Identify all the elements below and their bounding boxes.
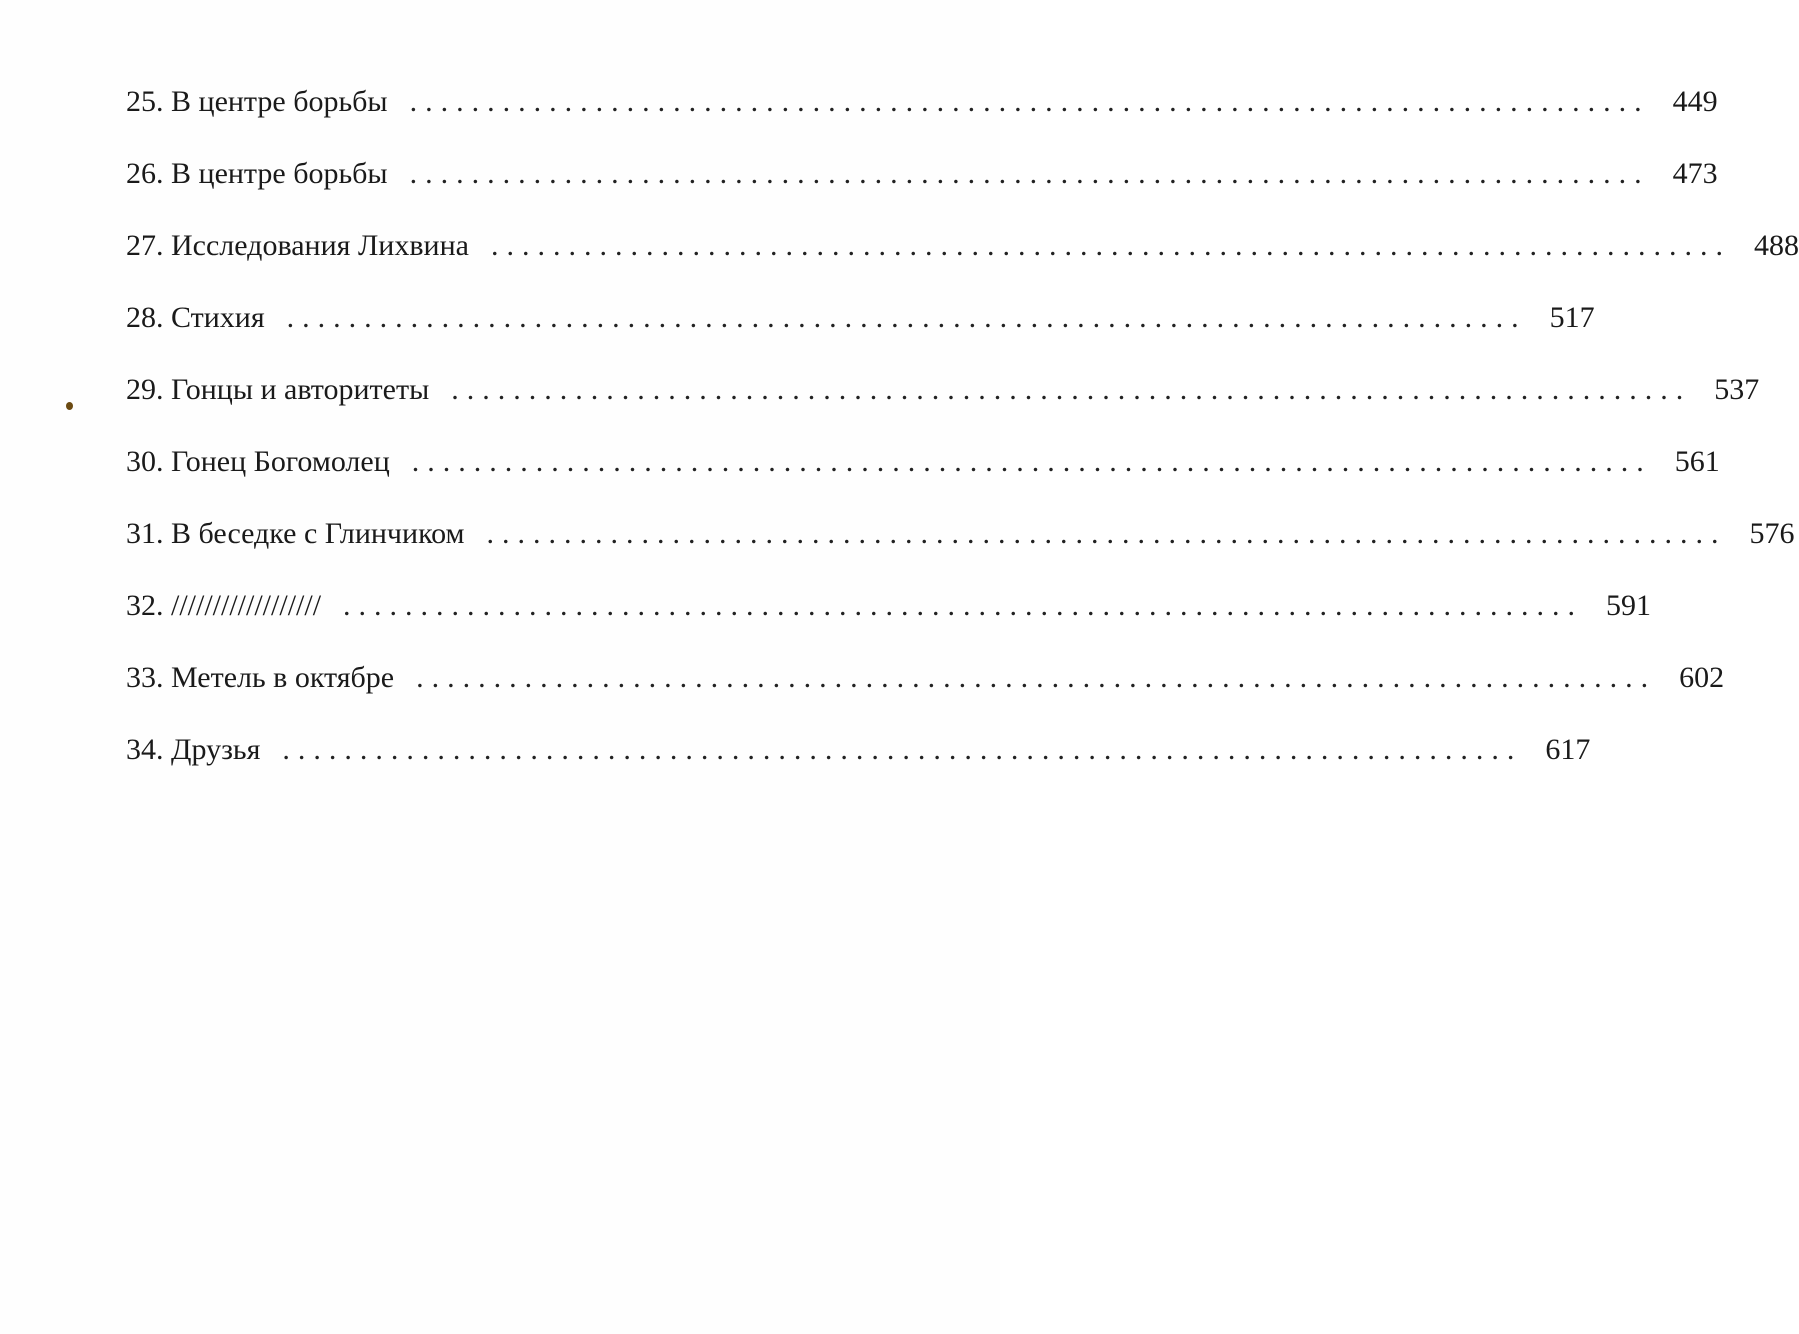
toc-entry-title: Исследования Лихвина [171, 229, 469, 262]
toc-entry-page: 473 [1672, 157, 1718, 190]
toc-entry [126, 516, 1795, 588]
toc-entry-title: В беседке с Глинчиком [171, 517, 465, 550]
toc-entry-number: 31. [126, 517, 171, 550]
dot-leader: ................................................................................ [343, 589, 1584, 622]
toc-entry [126, 228, 1799, 300]
toc-entry-title: В центре борьбы [171, 157, 388, 190]
table-of-contents [126, 84, 1799, 804]
dot-leader: ................................................................................ [409, 85, 1650, 118]
toc-entry-title: Гонец Богомолец [171, 445, 390, 478]
toc-entry-page: 561 [1674, 445, 1720, 478]
toc-entry-title: Метель в октябре [171, 661, 395, 694]
toc-entry-title: Гонцы и авторитеты [171, 373, 430, 406]
dot-leader: ................................................................................ [409, 157, 1650, 190]
toc-entry-number: 28. [126, 301, 171, 334]
toc-entry-page: 602 [1679, 661, 1725, 694]
toc-entry-number: 29. [126, 373, 171, 406]
toc-entry-page: 576 [1749, 517, 1795, 550]
toc-entry-title: Стихия [171, 301, 265, 334]
toc-entry-page: 537 [1714, 373, 1760, 406]
toc-entry [126, 84, 1718, 156]
toc-entry-number: 26. [126, 157, 171, 190]
toc-entry-number: 25. [126, 85, 171, 118]
dot-leader: ................................................................................ [282, 733, 1523, 766]
toc-entry-number: 34. [126, 733, 171, 766]
toc-entry-number: 30. [126, 445, 171, 478]
toc-entry [126, 444, 1720, 516]
toc-entry-page: 488 [1753, 229, 1799, 262]
toc-entry [126, 588, 1652, 660]
dot-leader: ................................................................................ [416, 661, 1657, 694]
toc-entry-page: 449 [1672, 85, 1718, 118]
dot-leader: ................................................................................ [286, 301, 1527, 334]
toc-entry-number: 27. [126, 229, 171, 262]
toc-entry-title: Друзья [171, 733, 261, 766]
toc-entry [126, 300, 1595, 372]
toc-entry-page: 517 [1549, 301, 1595, 334]
toc-entry [126, 372, 1760, 444]
toc-entry-number: 33. [126, 661, 171, 694]
toc-entry [126, 156, 1718, 228]
toc-entry-number: 32. [126, 589, 171, 622]
dot-leader: ................................................................................ [411, 445, 1652, 478]
toc-entry-page: 617 [1545, 733, 1591, 766]
toc-entry [126, 732, 1591, 804]
dot-leader: ................................................................................ [486, 517, 1727, 550]
dot-leader: ................................................................................ [451, 373, 1692, 406]
paper-speck [66, 402, 73, 410]
dot-leader: ................................................................................ [490, 229, 1731, 262]
toc-entry-title: ////////////////// [171, 589, 322, 622]
toc-entry-page: 591 [1606, 589, 1652, 622]
toc-entry [126, 660, 1725, 732]
toc-entry-title: В центре борьбы [171, 85, 388, 118]
